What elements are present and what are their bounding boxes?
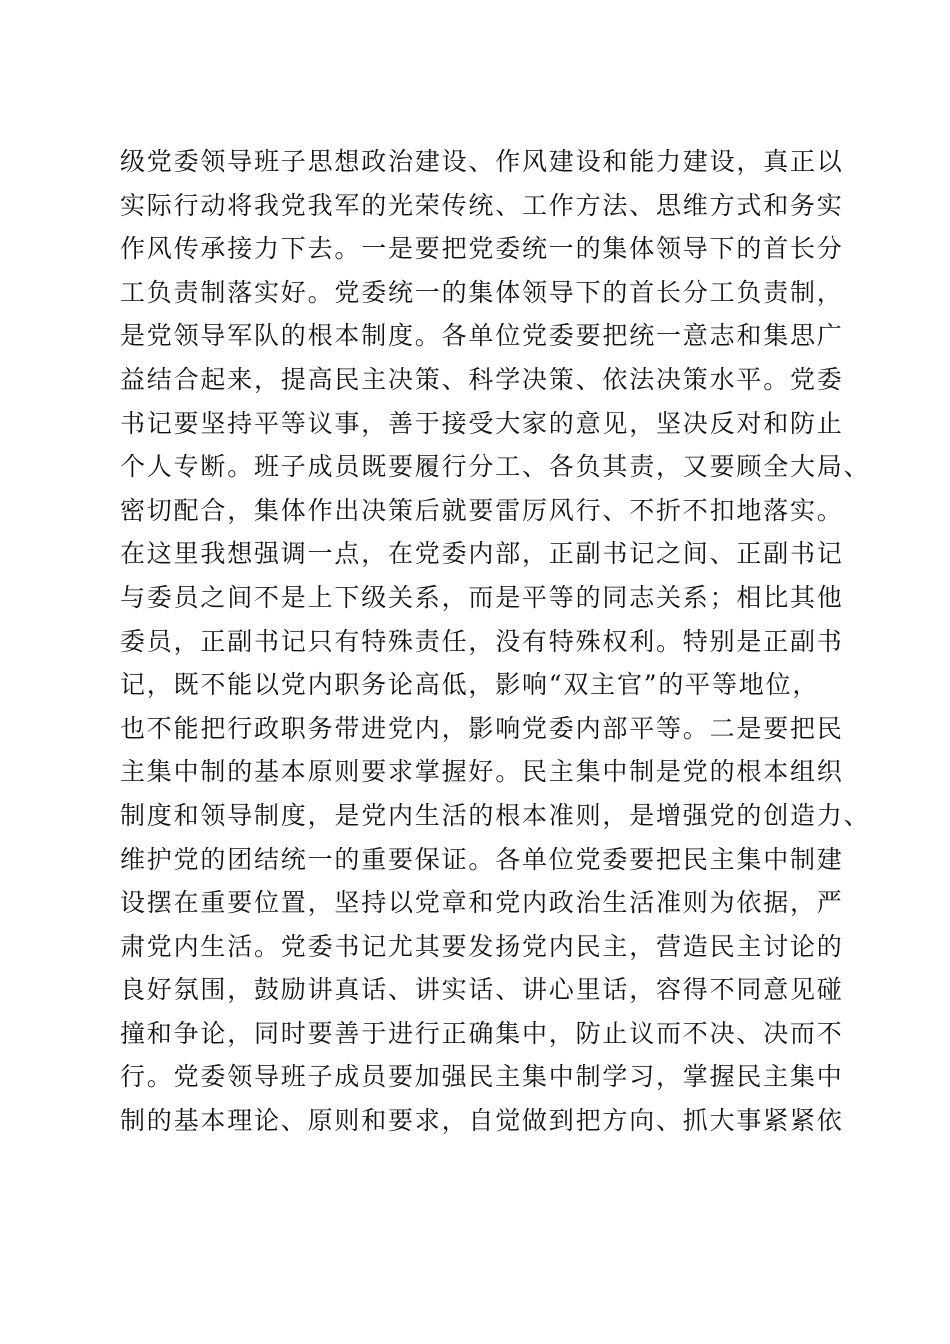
text-line-8: 个人专断。班子成员既要履行分工、各负其责，又要顾全大局、	[120, 452, 871, 482]
text-line-17: 维护党的团结统一的重要保证。各单位党委要把民主集中制建	[120, 844, 844, 874]
text-line-3: 作风传承接力下去。一是要把党委统一的集体领导下的首长分	[120, 234, 844, 264]
text-line-12: 委员，正副书记只有特殊责任，没有特殊权利。特别是正副书	[120, 626, 844, 656]
text-line-11: 与委员之间不是上下级关系，而是平等的同志关系；相比其他	[120, 582, 844, 612]
text-line-13: 记，既不能以党内职务论高低，影响“双主官”的平等地位，	[120, 670, 820, 700]
text-line-4: 工负责制落实好。党委统一的集体领导下的首长分工负责制，	[120, 277, 844, 307]
text-line-14: 也不能把行政职务带进党内，影响党委内部平等。二是要把民	[120, 713, 844, 743]
text-line-2: 实际行动将我党我军的光荣传统、工作方法、思维方式和务实	[120, 190, 844, 220]
text-line-18: 设摆在重要位置，坚持以党章和党内政治生活准则为依据，严	[120, 888, 844, 918]
text-line-5: 是党领导军队的根本制度。各单位党委要把统一意志和集思广	[120, 321, 844, 351]
text-line-6: 益结合起来，提高民主决策、科学决策、依法决策水平。党委	[120, 364, 844, 394]
text-line-19: 肃党内生活。党委书记尤其要发扬党内民主，营造民主讨论的	[120, 931, 844, 961]
text-line-23: 制的基本理论、原则和要求，自觉做到把方向、抓大事紧紧依	[120, 1106, 844, 1136]
text-line-7: 书记要坚持平等议事，善于接受大家的意见，坚决反对和防止	[120, 408, 844, 438]
text-line-21: 撞和争论，同时要善于进行正确集中，防止议而不决、决而不	[120, 1018, 844, 1048]
text-line-9: 密切配合，集体作出决策后就要雷厉风行、不折不扣地落实。	[120, 495, 844, 525]
text-line-1: 级党委领导班子思想政治建设、作风建设和能力建设，真正以	[120, 147, 844, 176]
text-line-15: 主集中制的基本原则要求掌握好。民主集中制是党的根本组织	[120, 757, 844, 787]
body-text	[120, 140, 871, 1143]
text-line-16: 制度和领导制度，是党内生活的根本准则，是增强党的创造力、	[120, 800, 871, 830]
text-line-22: 行。党委领导班子成员要加强民主集中制学习，掌握民主集中	[120, 1062, 844, 1092]
text-line-10: 在这里我想强调一点，在党委内部，正副书记之间、正副书记	[120, 539, 844, 569]
text-line-20: 良好氛围，鼓励讲真话、讲实话、讲心里话，容得不同意见碰	[120, 975, 844, 1005]
